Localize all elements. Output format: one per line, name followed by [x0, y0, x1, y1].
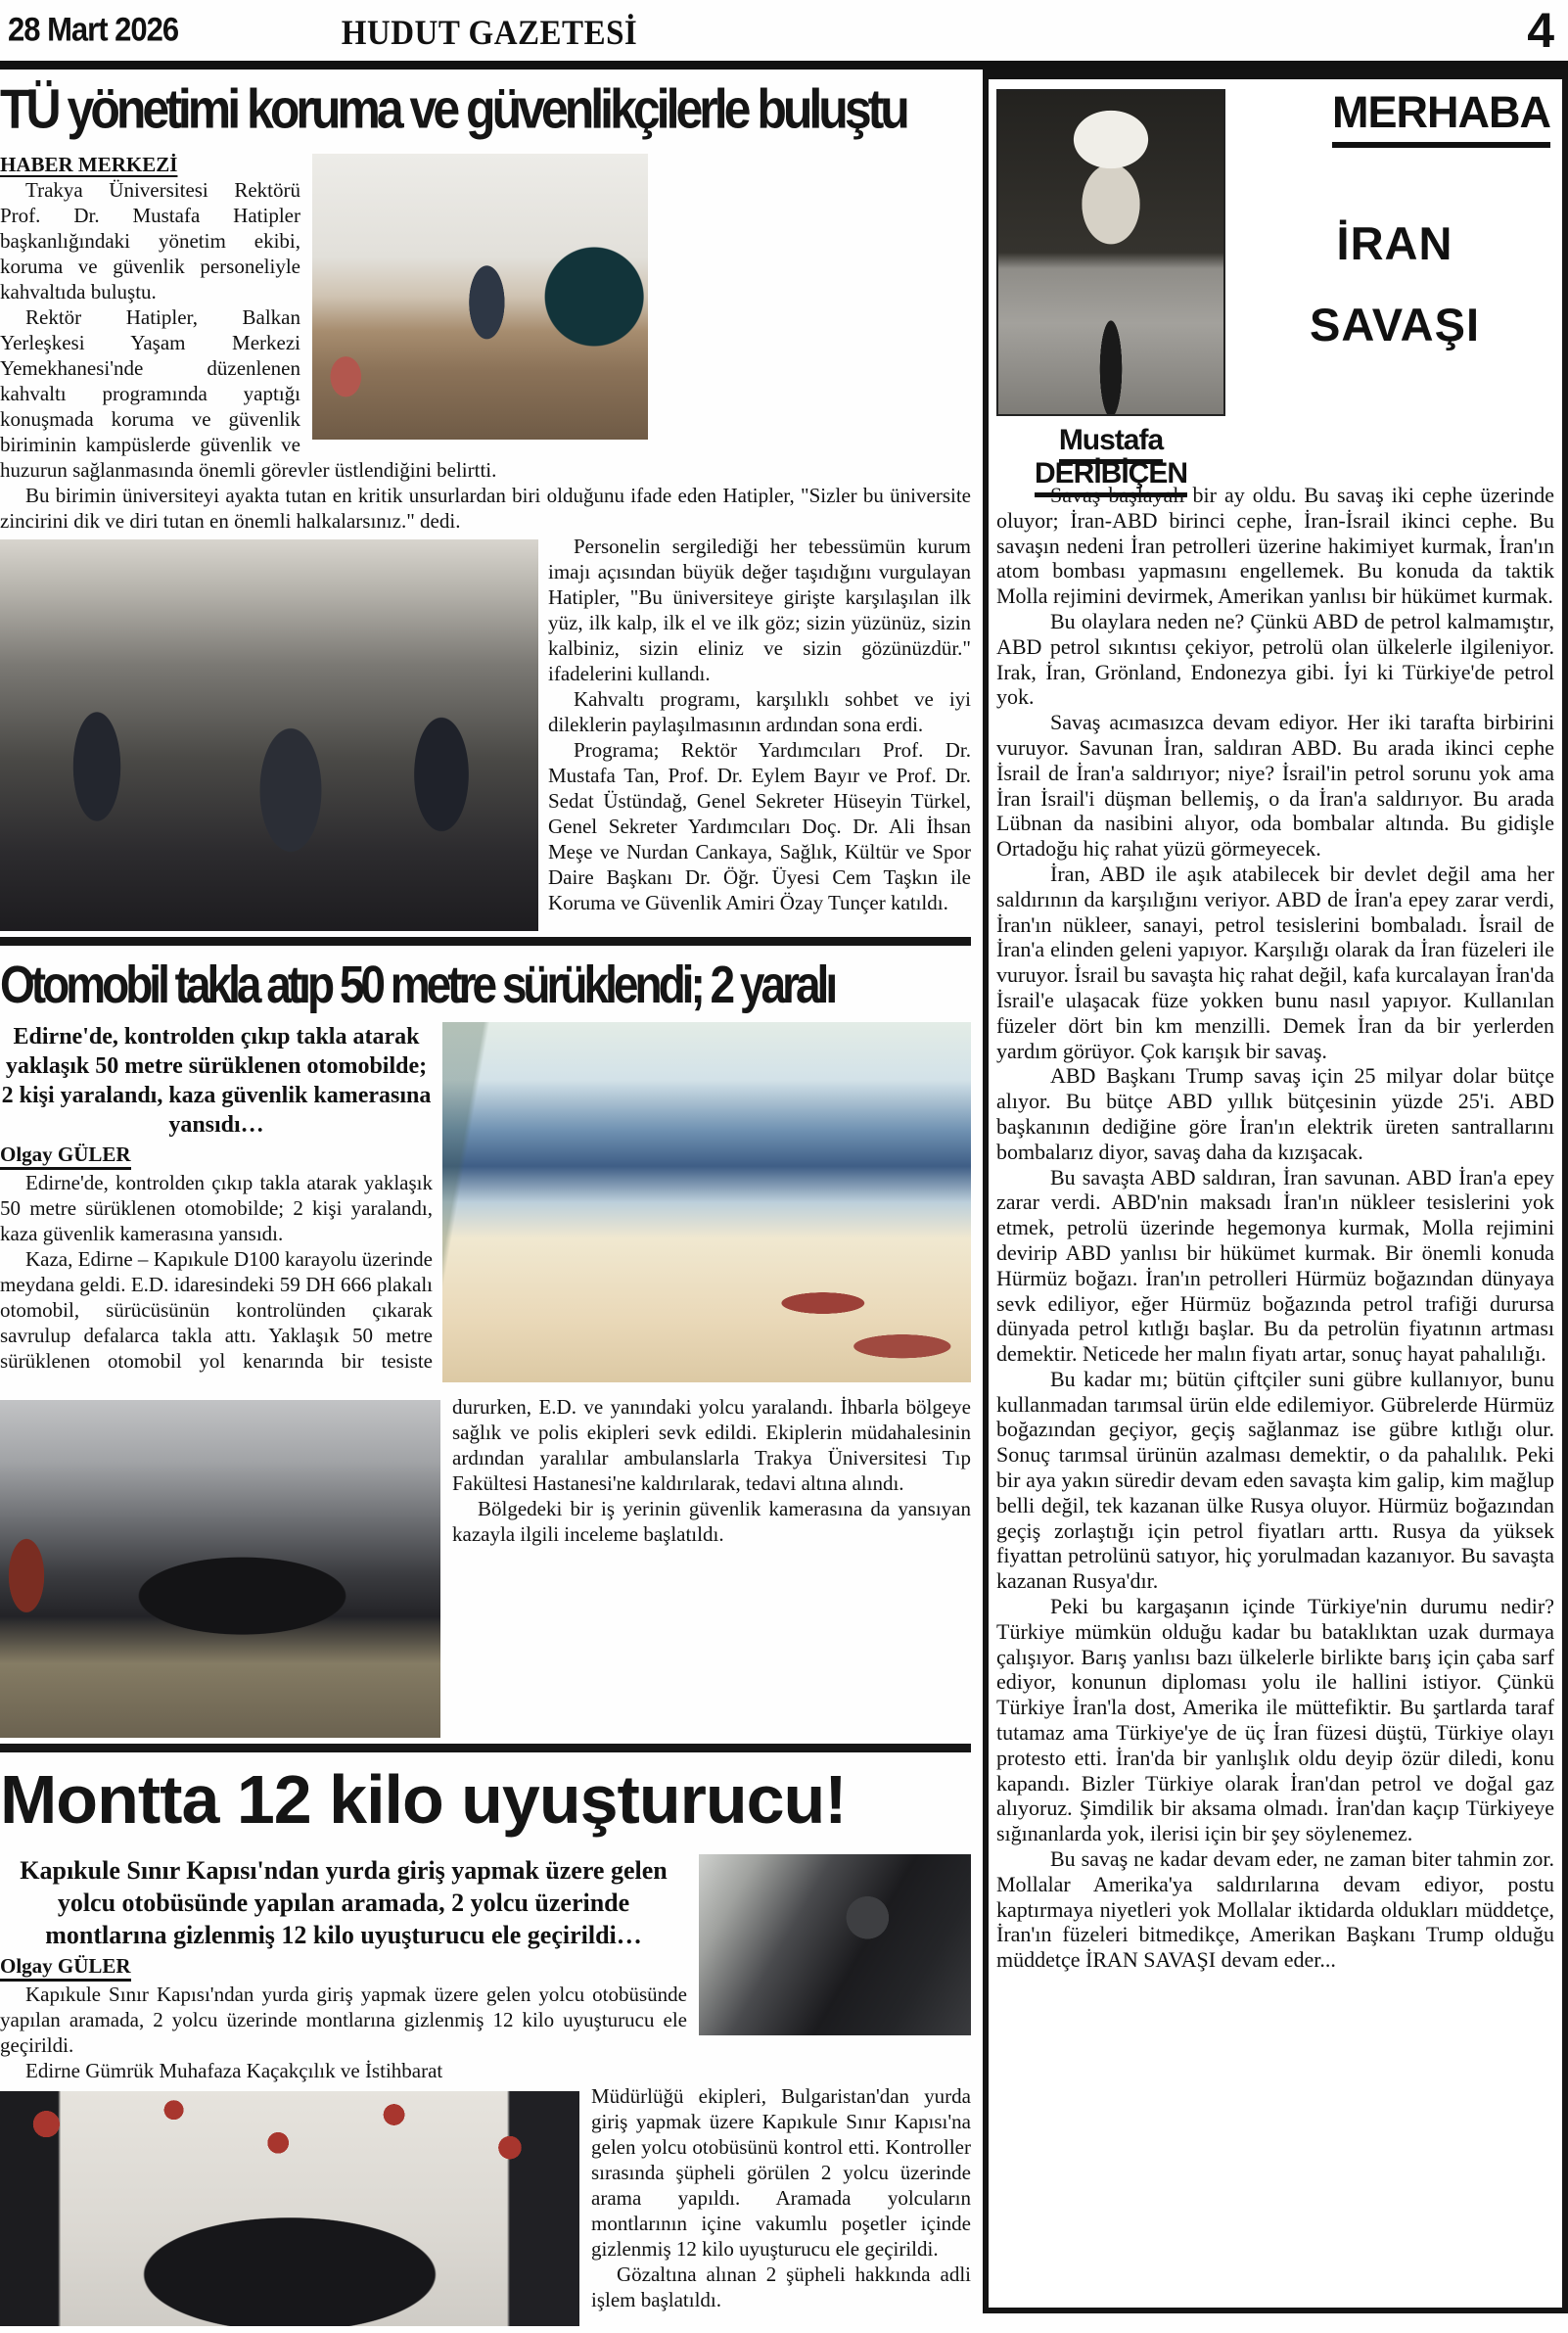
article-drug-seizure	[0, 1762, 971, 2312]
article1-paragraph: Bu birimin üniversiteyi ayakta tutan en kritik unsurlardan biri olduğunu ifade eden Hatipler, "Sizler bu üniversite zincirini dik ve diri tutan en önemli halkalarsınız." dedi.	[0, 484, 971, 533]
section-divider-rule	[0, 1744, 971, 1752]
article3-byline-name: Olgay GÜLER	[0, 1954, 131, 1982]
article3-headline: Montta 12 kilo uyuşturucu!	[0, 1761, 847, 1838]
section-divider-rule	[0, 937, 971, 946]
article2-headline: Otomobil takla atıp 50 metre sürüklendi; 2 yaralı	[0, 955, 835, 1014]
article3-body	[0, 1854, 971, 2312]
column-paragraph: Bu kadar mı; bütün çiftçiler suni gübre kullanıyor, bunu kullanmadan tarımsal ürün elde edilemiyor. Gübrelerde Hürmüz boğazından geçiyor, geçiş sağlanmaz ise gübre kıtlığı olur. Sonuç tarımsal ürünün azalması demektir, o da pahalılık. Peki bir aya yakın süredir devam eden savaşta kim galip, kim mağlup belli değil, tek kazanan ülke Rusya oluyor. Hürmüz boğazından geçiş zorlaştığı için petrol fiyatları arttı. Rusya da yüksek fiyattan petrolünü satıyor, hiç yorulmadan kazanıyor. Bu savaşta kazanan Rusya'dır.	[996, 1366, 1554, 1594]
article1-paragraph: Kahvaltı programı, karşılıklı sohbet ve iyi dileklerin paylaşılmasının ardından sona erdi.	[548, 687, 971, 736]
column-title	[1235, 216, 1554, 351]
main-content-column	[0, 71, 971, 2326]
article3-lead: Kapıkule Sınır Kapısı'ndan yurda giriş yapmak üzere gelen yolcu otobüsünde yapılan aramada, 2 yolcu üzerinde montlarına gizlenmiş 12 kilo uyuşturucu ele geçirildi…	[20, 1856, 668, 1949]
article2-paragraph: Bölgedeki bir iş yerinin güvenlik kamerasına da yansıyan kazayla ilgili inceleme başlatıldı.	[452, 1497, 971, 1546]
opinion-column-header	[989, 79, 1562, 490]
article1-paragraph: Trakya Üniversitesi Rektörü Prof. Dr. Mustafa Hatipler başkanlığındaki yönetim ekibi, koruma ve güvenlik personeliyle kahvaltıda buluştu.	[0, 178, 300, 303]
column-paragraph: Peki bu kargaşanın içinde Türkiye'nin durumu nedir? Türkiye mümkün olduğu kadar bu bataklıktan uzak durmaya çalışıyor. Barış yanlısı bazı ülkelerle birlikte barış için çaba sarf ediyor, konunun diploması yolu ile hallini istiyor. Çünkü Türkiye İran'la dost, Amerika ile müttefiktir. Bu şartlarda taraf tutamaz ama Türkiye'ye de üç İran füzesi düştü, Türkiye olayı protesto etti. İran'da bir yanlışlık oldu deyip özür diledi, konu kapandı. Bizler Türkiye olarak İran'dan petrol ve doğal gaz alıyoruz. Şimdilik bir aksama olmadı. İran'dan kaçıp Türkiyeye sığınanlarda yok, ilerisi için bir şey söylenemez.	[996, 1594, 1554, 1846]
article-tu-meeting	[0, 77, 971, 915]
column-paragraph: Savaş başlayalı bir ay oldu. Bu savaş iki cephe üzerinde oluyor; İran-ABD birinci cephe, İran-İsrail ikinci cephe. Bu savaşın nedeni İran petrolleri üzerine hakimiyet kurmak, İran'ın atom bombası yapmasını engellemek. Bu konuda da taktik Molla rejimini devirmek, Amerikan yanlısı bir hükümet kurmak.	[996, 483, 1554, 609]
masthead: HUDUT GAZETESİ	[341, 14, 638, 53]
article2-paragraph: Kaza, Edirne – Kapıkule D100 karayolu üzerinde meydana geldi. E.D. idaresindeki 59 DH 666 plakalı otomobil, sürücüsünün kontrolünden çıkarak savrulup defalarca takla attı. Yaklaşık 50 metre sürüklenen otomobil yol kenarında bir tesiste dururken, E.D. ve yanındaki yolcu yaralandı. İhbarla bölgeye sağlık ve polis ekipleri sevk edildi. Ekiplerin müdahalesinin ardından yaralılar ambulanslarla Trakya Üniversitesi Tıp Fakültesi Hastanesi'ne kaldırılarak, tedavi altına alındı.	[0, 1247, 971, 1495]
opinion-column-text	[989, 471, 1562, 1973]
article2-paragraph: Edirne'de, kontrolden çıkıp takla atarak yaklaşık 50 metre sürüklenen otomobilde; 2 kişi yaralandı, kaza güvenlik kamerasına yansıdı.	[0, 1171, 433, 1245]
column-paragraph: ABD Başkanı Trump savaş için 25 milyar dolar bütçe alıyor. Bu bütçe ABD yıllık bütçesinin yüzde 25'i. ABD başkanının dediğine göre İran'ın elektrik üreten santrallarını bombalarız diyor, savaş daha da kızışacak.	[996, 1063, 1554, 1164]
suspect-jacket-photo	[699, 1854, 971, 2035]
column-paragraph: Bu savaş ne kadar devam eder, ne zaman biter tahmin zor. Mollalar Amerika'ya saldırılarına devam ediyor, postu kaptırmaya niyetleri yok Mollalar iktidarda oldukları müddetçe, İran'ın füzeleri bitmedikçe, Amerikan Başkanı Trump olduğu müddetçe İRAN SAVAŞI devam eder...	[996, 1846, 1554, 1973]
security-staff-photo	[0, 539, 538, 931]
article1-paragraph: Rektör Hatipler, Balkan Yerleşkesi Yaşam Merkezi Yemekhanesi'nde düzenlenen kahvaltı programında yaptığı konuşmada koruma ve güvenlik biriminin kampüslerde güvenlik ve huzurun sağlanmasında önemli görevler üstlendiğini belirtti.	[0, 305, 497, 482]
opinion-column	[983, 70, 1568, 2313]
article1-body	[0, 152, 971, 915]
article3-paragraph: Kapıkule Sınır Kapısı'ndan yurda giriş yapmak üzere gelen yolcu otobüsünde yapılan aramada, 2 yolcu üzerinde montlarına gizlenmiş 12 kilo uyuşturucu ele geçirildi.	[0, 1983, 687, 2057]
article3-paragraph: Edirne Gümrük Muhafaza Kaçakçılık ve İstihbarat	[25, 2059, 443, 2082]
article2-lead: Edirne'de, kontrolden çıkıp takla atarak yaklaşık 50 metre sürüklenen otomobilde; 2 kişi yaralandı, kaza güvenlik kamerasına yansıdı…	[1, 1024, 432, 1138]
column-paragraph: İran, ABD ile aşık atabilecek bir devlet değil ama her saldırının da karşılığını veriyor. ABD de İran'a epey zarar verdi, İran'ın nükleer, sanayi, petrol tesislerini bombaladı. İsrail de İran'a elinden geleni yapıyor. Karşılığı olarak da İran füzeleri ile vuruyor. İsrail bu savaşta hiç rahat değil, kafa kurcalayan İran'da İsrail'e ulaşacak füze yokken bunu nasıl yapıyor. Kullanılan füzeler dört bin km menzilli. Demek İran da bir yerlerden yardım görüyor. Çok karışık bir savaş.	[996, 861, 1554, 1063]
breakfast-meeting-photo	[312, 154, 648, 440]
column-paragraph: Bu olaylara neden ne? Çünkü ABD de petrol kalmamıştır, ABD petrol sıkıntısı çekiyor, petrolü olan ülkelerle ilgileniyor. Irak, İran, Grönland, Endonezya gibi. İyi ki Türkiye'de petrol yok.	[996, 608, 1554, 710]
column-paragraph: Savaş acımasızca devam ediyor. Her iki tarafta birbirini vuruyor. Savunan İran, saldıran ABD. Bu arada ikinci cephe İsrail de İran'a saldırıyor; niye? İsrail'in petrol sorunu yok ama İran İsrail'i düşman bellemiş, o da İran'a saldırıyor. Bu arada Lübnan da nasibini alıyor, oda bombalar altında. Bu gidişle Ortadoğu hiç rahat yüzü görmeyecek.	[996, 710, 1554, 862]
column-title-line2: SAVAŞI	[1309, 299, 1480, 350]
page-number: 4	[1527, 3, 1554, 58]
column-title-line1: İRAN	[1336, 217, 1453, 269]
article3-paragraph: Müdürlüğü ekipleri, Bulgaristan'dan yurda giriş yapmak üzere Kapıkule Sınır Kapısı'na gelen yolcu otobüsünü kontrol etti. Kontroller sırasında şüpheli görülen 2 yolcu üzerinde arama yapıldı. Aramada yolcuların montlarının içine vakumlu poşetler içinde gizlenmiş 12 kilo uyuşturucu ele geçirildi.	[591, 2084, 971, 2261]
article2-body	[0, 1022, 971, 1547]
issue-date: 28 Mart 2026	[8, 10, 179, 49]
column-name: MERHABA	[1332, 87, 1550, 148]
column-paragraph: Bu savaşta ABD saldıran, İran savunan. ABD İran'a epey zarar verdi. ABD'nin maksadı İran'ın nükleer tesislerini yok etmek, petrolü üzerinde hegemonya kurmak, Molla rejimini devirip ABD yanlısı bir hükümet kurmak. Bir önemli konuda Hürmüz boğazı. İran'ın petrolleri Hürmüz boğazından dünyaya sevk ediliyor, eğer Hürmüz boğazında petrol trafiği durursa dünyada petrol kıtlığı başlar. Bu da petrolün fiyatının artması demektir. Neticede her malın fiyatı artar, sonuç hayat pahalılığı.	[996, 1164, 1554, 1367]
article1-headline: TÜ yönetimi koruma ve güvenlikçilerle buluştu	[0, 77, 906, 140]
columnist-name	[996, 424, 1225, 490]
article3-paragraph: Gözaltına alınan 2 şüpheli hakkında adli işlem başlatıldı.	[591, 2263, 971, 2311]
article-car-crash	[0, 954, 971, 1547]
columnist-name-label: Mustafa DERİBİÇEN	[1035, 424, 1187, 497]
article1-kicker-label: HABER MERKEZİ	[0, 153, 178, 176]
article1-paragraph: Personelin sergilediği her tebessümün kurum imajı açısından büyük değer taşıdığını vurgulayan Hatipler, "Bu üniversiteye girişte karşılaşılan ilk yüz, ilk kalp, ilk el ve ilk göz; sizin yüzünüz, sizin kalbiniz, sizin eliniz ve sizin gözünüzdür." ifadelerini kullandı.	[548, 535, 971, 685]
header-rule	[0, 61, 1568, 70]
article1-paragraph: Programa; Rektör Yardımcıları Prof. Dr. Mustafa Tan, Prof. Dr. Eylem Bayır ve Prof. Dr. Sedat Üstündağ, Genel Sekreter Hüseyin Türkel, Genel Sekreter Yardımcıları Doç. Dr. Ali İhsan Meşe ve Nurdan Cankaya, Sağlık, Kültür ve Spor Daire Başkanı Dr. Öğr. Üyesi Cem Taşkın ile Koruma ve Güvenlik Amiri Özay Tunçer katıldı.	[548, 738, 971, 914]
customs-evidence-photo	[0, 2091, 579, 2326]
cctv-crash-still-photo	[442, 1022, 971, 1382]
columnist-portrait	[996, 89, 1225, 416]
article2-byline-name: Olgay GÜLER	[0, 1143, 131, 1170]
wrecked-car-photo	[0, 1400, 440, 1738]
